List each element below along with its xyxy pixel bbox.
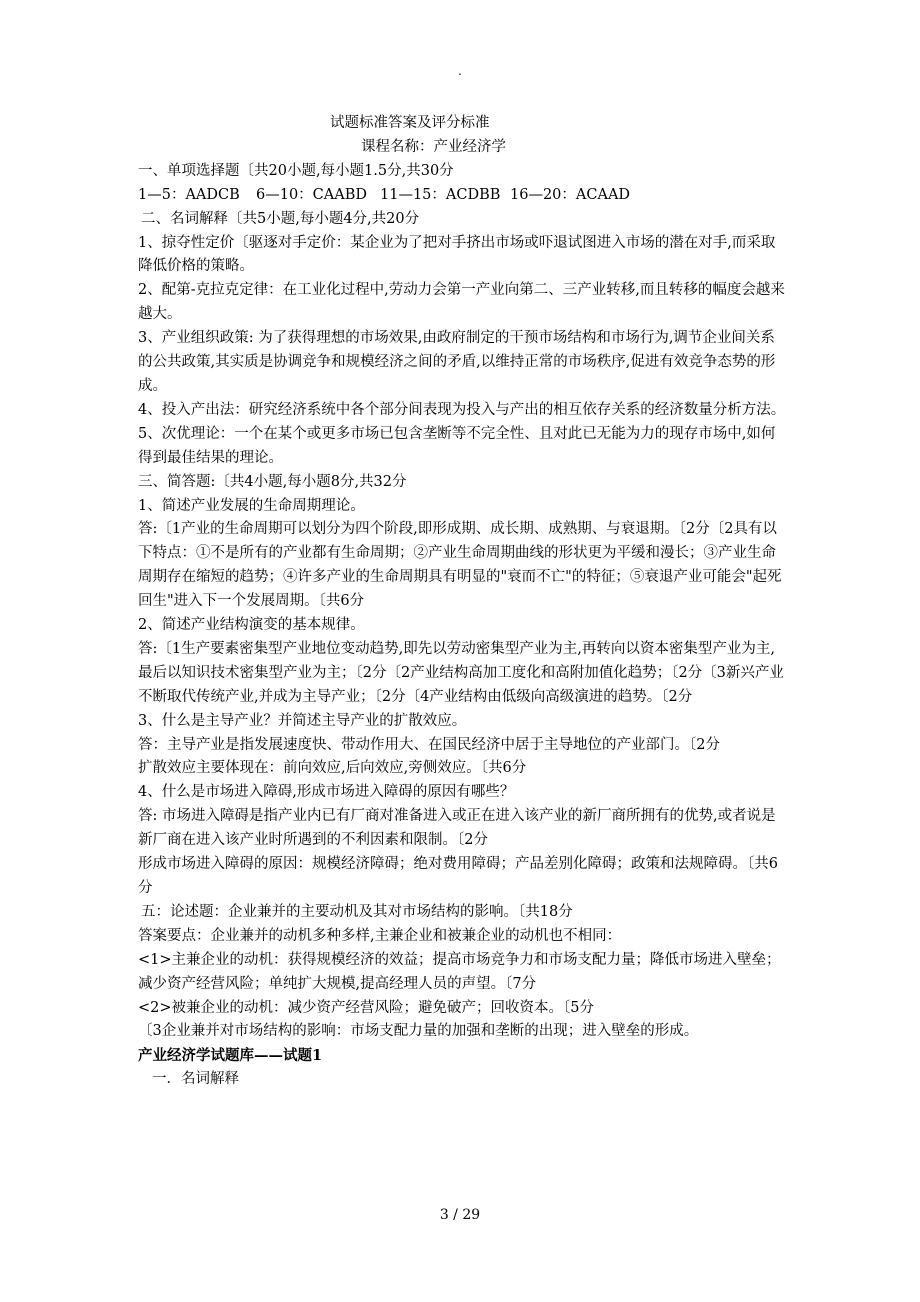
section-5-heading: 五：论述题：企业兼并的主要动机及其对市场结构的影响。〔共18分 — [141, 903, 573, 920]
header-mark: . — [458, 64, 462, 78]
answer-3-part-b: 扩散效应主要体现在：前向效应,后向效应,旁侧效应。〔共6分 — [138, 760, 527, 777]
course-name: 课程名称：产业经济学 — [361, 138, 506, 155]
essay-point-2: <2>被兼企业的动机：减少资产经营风险；避免破产；回收资本。〔5分 — [138, 999, 594, 1016]
answer-1: 答:〔1产业的生命周期可以划分为四个阶段,即形成期、成长期、成熟期、与衰退期。〔2分〔2具有以下特点：①不是所有的产业都有生命周期；②产业生命周期曲线的形状更为平缓和漫长；③产业生命周期存在缩短的趋势；④许多产业的生命周期具有明显的"衰而不亡"的特征；⑤衰退产业可能会"起死回生"进入下一个发展周期。〔共6分 — [138, 521, 782, 610]
question-4: 4、什么是市场进入障碍,形成市场进入障碍的原因有哪些？ — [138, 784, 515, 801]
question-2: 2、简述产业结构演变的基本规律。 — [138, 617, 365, 634]
document-body — [138, 112, 788, 1092]
term-4: 4、投入产出法：研究经济系统中各个部分间表现为投入与产出的相互依存关系的经济数量分析方法。 — [138, 401, 786, 418]
doc-title: 试题标准答案及评分标准 — [330, 115, 490, 131]
answer-group-1: 1—5：AADCB — [138, 186, 240, 203]
section-1-heading: 一、单项选择题〔共20小题,每小题1.5分,共30分 — [138, 162, 454, 179]
question-bank-title: 产业经济学试题库——试题1 — [138, 1047, 323, 1065]
question-3: 3、什么是主导产业？并简述主导产业的扩散效应。 — [138, 712, 467, 729]
essay-point-3: 〔3企业兼并对市场结构的影响：市场支配力量的加强和垄断的出现；进入壁垒的形成。 — [138, 1023, 699, 1040]
essay-point-1: <1>主兼企业的动机：获得规模经济的效益；提高市场竞争力和市场支配力量；降低市场进入壁垒；减少资产经营风险；单纯扩大规模,提高经理人员的声望。〔7分 — [138, 951, 781, 992]
answer-4-part-b: 形成市场进入障碍的原因：规模经济障碍；绝对费用障碍；产品差别化障碍；政策和法规障碍。〔共6分 — [138, 856, 778, 896]
section-2-heading: 二、名词解释〔共5小题,每小题4分,共20分 — [141, 210, 420, 227]
answer-2: 答:〔1生产要素密集型产业地位变动趋势,即先以劳动密集型产业为主,再转向以资本密集型产业为主,最后以知识技术密集型产业为主；〔2分〔2产业结构高加工度化和高附加值化趋势；〔2分〔3新兴产业不断取代传统产业,并成为主导产业；〔2分〔4产业结构由低级向高级演进的趋势。〔2分 — [138, 640, 784, 705]
term-1: 1、掠夺性定价〔驱逐对手定价：某企业为了把对手挤出市场或吓退试图进入市场的潜在对手,而采取降低价格的策略。 — [138, 234, 776, 275]
term-2: 2、配第-克拉克定律：在工业化过程中,劳动力会第一产业向第二、三产业转移,而且转移的幅度会越来越大。 — [138, 282, 785, 323]
term-3: 3、产业组织政策: 为了获得理想的市场效果,由政府制定的干预市场结构和市场行为,调节企业间关系的公共政策,其实质是协调竞争和规模经济之间的矛盾,以维持正常的市场秩序,促进有效竞争态势的形成。 — [138, 330, 776, 394]
answer-group-4: 16—20：ACAAD — [510, 186, 631, 203]
question-bank-section: 一．名词解释 — [152, 1071, 239, 1088]
answer-key — [138, 184, 788, 208]
answer-4-part-a: 答: 市场进入障碍是指产业内已有厂商对准备进入或正在进入该产业的新厂商所拥有的优势,或者说是新厂商在进入该产业时所遇到的不利因素和限制。〔2分 — [138, 808, 776, 849]
question-1: 1、简述产业发展的生命周期理论。 — [138, 497, 365, 514]
term-5: 5、次优理论：一个在某个或更多市场已包含垄断等不完全性、且对此已无能为力的现存市场中,如何得到最佳结果的理论。 — [138, 425, 776, 466]
answer-group-3: 11—15：ACDBB — [380, 186, 501, 203]
answer-3-part-a: 答：主导产业是指发展速度快、带动作用大、在国民经济中居于主导地位的产业部门。〔2分 — [138, 736, 720, 753]
answer-group-2: 6—10：CAABD — [256, 186, 367, 203]
page-number: 3 / 29 — [439, 1207, 481, 1223]
section-3-heading: 三、简答题:〔共4小题,每小题8分,共32分 — [138, 473, 407, 490]
essay-answer-intro: 答案要点：企业兼并的动机多种多样,主兼企业和被兼企业的动机也不相同： — [138, 927, 622, 944]
